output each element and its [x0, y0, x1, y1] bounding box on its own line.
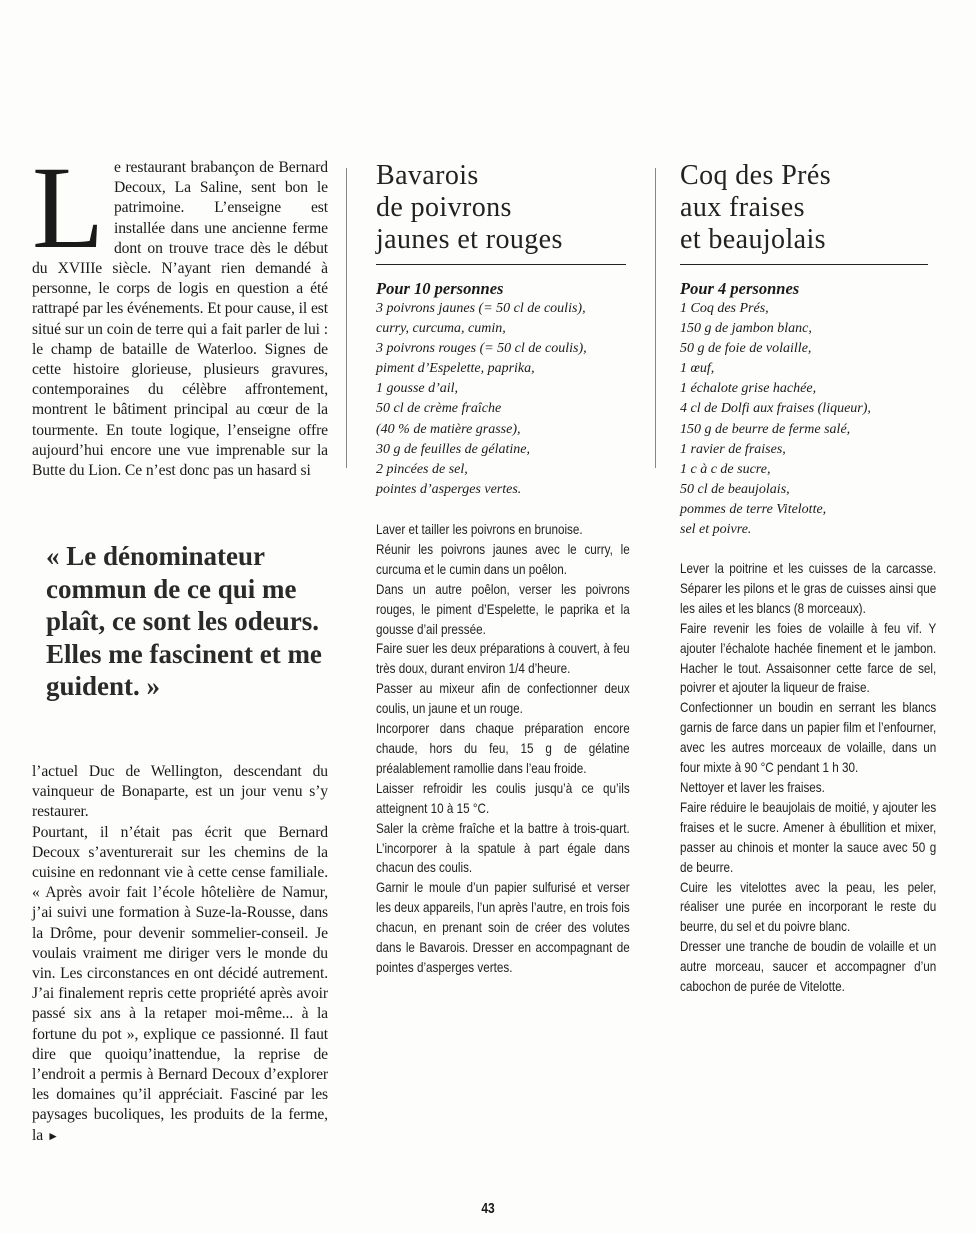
instruction-step: Dresser une tranche de boudin de volaille et un autre morceau, saucer et accompagner d’un cabochon de purée de Vitelotte. [680, 939, 937, 995]
ingredient-item: pommes de terre Vitelotte, [680, 501, 827, 517]
instruction-step: Faire suer les deux préparations à couvert, à feu très doux, durant environ 1/4 d’heure. [376, 641, 630, 677]
ingredient-item: 4 cl de Dolfi aux fraises (liqueur), [680, 401, 871, 417]
ingredient-item: piment d’Espelette, paprika, [376, 361, 535, 377]
ingredient-item: 30 g de feuilles de gélatine, [376, 441, 530, 457]
instruction-steps [680, 559, 936, 997]
continue-arrow-icon: ► [47, 1128, 59, 1143]
article-text: Pourtant, il n’était pas écrit que Bernard Decoux s’aventurerait sur les chemins de la cuisine en redonnant vie à cette cense familiale. « Après avoir fait l’école hôtelière de Namur, j’ai suivi une formation à Suze-la-Rousse, dans la Drôme, pour devenir sommelier-conseil. Je voulais vraiment me diriger vers le monde du vin. Les circonstances en ont décidé autrement. J’ai finalement repris cette propriété après avoir passé six ans à la retaper moi-même... à la fortune du pot », explique ce passionné. Il faut dire que quoiqu’inattendue, la reprise de l’endroit a permis à Bernard Decoux d’explorer les domaines qu’il appréciait. Fasciné par les paysages bucoliques, les produits de la ferme, la [32, 823, 328, 1144]
column-divider [655, 168, 656, 468]
article-paragraph [32, 142, 328, 481]
ingredient-list [680, 299, 871, 540]
column-divider [346, 168, 347, 468]
servings: Pour 4 personnes [680, 279, 800, 298]
instruction-step: Confectionner un boudin en serrant les blancs garnis de farce dans un papier film et l’enfourner, avec les autres morceaux de volaille, dans un four mixte à 90 °C pendant 1 h 30. [680, 700, 937, 776]
title-line: jaunes et rouges [376, 224, 563, 255]
ingredient-item: 1 gousse d’ail, [376, 381, 459, 397]
article-continuation [32, 762, 328, 1146]
title-underline [680, 264, 928, 265]
title-line: et beaujolais [680, 224, 826, 255]
article-paragraph [32, 823, 328, 1146]
ingredient-item: 1 Coq des Prés, [680, 301, 769, 316]
ingredient-item: curry, curcuma, cumin, [376, 321, 506, 337]
article-text: e restaurant brabançon de Bernard Decoux, La Saline, sent bon le patrimoine. L’enseigne est installée dans une ancienne ferme dont on trouve trace dès le début du XVIIIe siècle. N’ayant rien demandé à personne, le corps de logis en question a été rattrapé par les événements. Et pour cause, il est situé sur un coin de terre qui a fait parler de lui : le champ de bataille de Waterloo. Signes de cette histoire glorieuse, plusieurs gravures, contemporaines du célèbre affrontement, montrent le bâtiment principal au cœur de la tourmente. En toute logique, l’enseigne offre aujourd’hui encore une vue imprenable sur la Butte du Lion. Ce n’est donc pas un hasard si [32, 159, 328, 480]
ingredient-item: 1 c à c de sucre, [680, 461, 771, 477]
ingredient-item: 3 poivrons jaunes (= 50 cl de coulis), [376, 301, 586, 316]
instruction-step: Nettoyer et laver les fraises. [680, 779, 825, 795]
recipe-title [680, 160, 831, 256]
instruction-step: Cuire les vitelottes avec la peau, les peler, réaliser une purée en incorporant le reste du beurre, du sel et du poivre blanc. [680, 879, 937, 935]
ingredient-list [376, 299, 587, 500]
pull-quote: « Le dénominateur commun de ce qui me plaît, ce sont les odeurs. Elles me fascinent et me guident. » [46, 541, 322, 702]
page-number: 43 [481, 1200, 495, 1217]
ingredient-item: (40 % de matière grasse), [376, 421, 521, 437]
ingredient-item: 50 g de foie de volaille, [680, 341, 812, 357]
instruction-step: Laver et tailler les poivrons en brunoise. [376, 522, 583, 537]
instruction-step: Faire revenir les foies de volaille à feu vif. Y ajouter l’échalote hachée finement et le jambon. Hacher le tout. Assaisonner cette farce de sel, poivrer et ajouter la liqueur de fraise. [680, 620, 937, 696]
instruction-step: Faire réduire le beaujolais de moitié, y ajouter les fraises et le sucre. Amener à ébullition et mixer, passer au chinois et monter la sauce avec 50 g de beurre. [680, 799, 937, 875]
ingredient-item: pointes d’asperges vertes. [376, 481, 522, 497]
ingredient-item: 50 cl de beaujolais, [680, 481, 790, 497]
servings: Pour 10 personnes [376, 279, 504, 298]
drop-cap: L [32, 142, 104, 273]
ingredient-item: 2 pincées de sel, [376, 461, 468, 477]
instruction-step: Garnir le moule d’un papier sulfurisé et verser les deux appareils, l’un après l’autre, en trois fois chacun, en prenant soin de créer des volutes dans le Bavarois. Dresser en accompagnant de pointes d’asperges vertes. [376, 880, 630, 975]
instruction-step: Passer au mixeur afin de confectionner deux coulis, un jaune et un rouge. [376, 681, 630, 717]
title-line: aux fraises [680, 192, 805, 223]
title-underline [376, 264, 626, 265]
instruction-step: Laisser refroidir les coulis jusqu’à ce qu’ils atteignent 10 à 15 °C. [376, 780, 630, 816]
ingredient-item: 3 poivrons rouges (= 50 cl de coulis), [376, 341, 587, 357]
ingredient-item: 150 g de jambon blanc, [680, 321, 812, 337]
ingredient-item: 1 ravier de fraises, [680, 441, 786, 457]
title-line: de poivrons [376, 192, 512, 223]
ingredient-item: sel et poivre. [680, 522, 752, 538]
instruction-step: Saler la crème fraîche et la battre à trois-quart. L’incorporer à la spatule à part égale dans chacun des coulis. [376, 820, 630, 876]
ingredient-item: 150 g de beurre de ferme salé, [680, 421, 851, 437]
instruction-step: Dans un autre poêlon, verser les poivrons rouges, le piment d’Espelette, le paprika et la gousse d’ail pressée. [376, 581, 630, 637]
recipe-title [376, 160, 563, 256]
article-paragraph: l’actuel Duc de Wellington, descendant du vainqueur de Bonaparte, est un jour venu s’y restaurer. [32, 763, 328, 821]
title-line: Bavarois [376, 160, 479, 191]
ingredient-item: 50 cl de crème fraîche [376, 401, 502, 417]
title-line: Coq des Prés [680, 160, 832, 191]
instruction-step: Incorporer dans chaque préparation encore chaude, hors du feu, 15 g de gélatine préalablement ramollie dans l’eau froide. [376, 721, 630, 776]
instruction-step: Lever la poitrine et les cuisses de la carcasse. Séparer les pilons et le gras de cuisses ainsi que les ailes et les blancs (8 morceaux). [680, 561, 937, 616]
ingredient-item: 1 œuf, [680, 361, 715, 377]
instruction-steps [376, 520, 630, 978]
ingredient-item: 1 échalote grise hachée, [680, 381, 817, 397]
instruction-step: Réunir les poivrons jaunes avec le curry, le curcuma et le cumin dans un poêlon. [376, 541, 630, 577]
